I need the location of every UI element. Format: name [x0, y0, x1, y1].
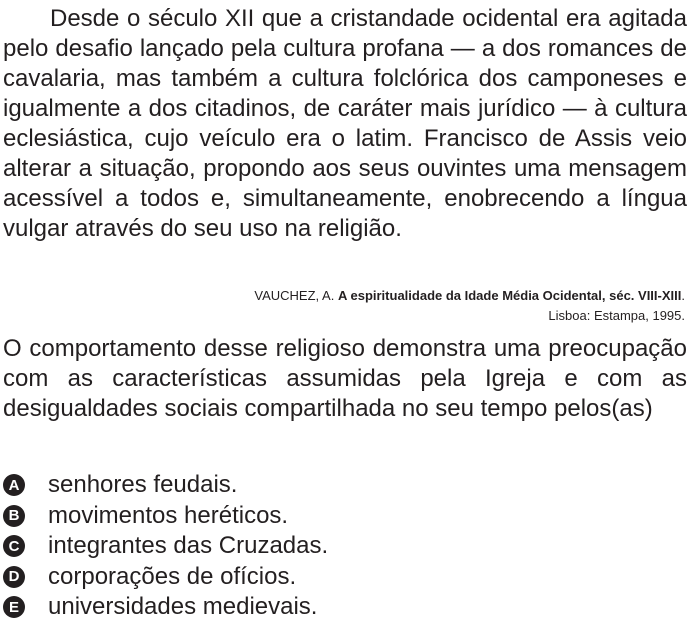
citation-title: A espiritualidade da Idade Média Ocidental, séc. VIII-XIII	[337, 288, 682, 303]
option-b[interactable]	[3, 501, 687, 532]
option-e[interactable]	[3, 592, 687, 623]
option-text: movimentos heréticos.	[48, 501, 289, 529]
option-text: corporações de ofícios.	[48, 562, 297, 590]
option-text: senhores feudais.	[48, 471, 238, 499]
option-d[interactable]	[3, 562, 687, 593]
answer-options	[3, 470, 687, 623]
option-letter-d-icon: D	[3, 566, 25, 588]
option-a[interactable]	[3, 470, 687, 501]
source-passage: Desde o século XII que a cristandade ocidental era agitada pelo desafio lançado pela cultura profana — a dos romances de cavalaria, mas também a cultura folclórica dos camponeses e igualmente a dos citadinos, de caráter mais jurídico — à cultura eclesiástica, cujo veículo era o latim. Francisco de Assis veio alterar a situação, propondo aos seus ouvintes uma mensagem acessível a todos e, simultaneamente, enobrecendo a língua vulgar através do seu uso na religião.	[3, 5, 687, 242]
option-letter-b-icon: B	[3, 505, 25, 527]
citation-author: VAUCHEZ, A.	[254, 288, 335, 303]
option-text: integrantes das Cruzadas.	[48, 532, 329, 560]
option-letter-c-icon: C	[3, 535, 25, 557]
question-stem: O comportamento desse religioso demonstra uma preocupação com as características assumidas pela Igreja e com as desigualdades sociais compartilhada no seu tempo pelos(as)	[3, 335, 687, 422]
option-letter-e-icon: E	[3, 596, 25, 618]
option-letter-a-icon: A	[3, 474, 25, 496]
option-c[interactable]	[3, 531, 687, 562]
citation-publisher: Lisboa: Estampa, 1995.	[548, 308, 685, 323]
citation: VAUCHEZ, A. A espiritualidade da Idade Média Ocidental, séc. VIII-XIII. Lisboa: Estampa, 1995.	[254, 288, 685, 323]
option-text: universidades medievais.	[48, 593, 318, 621]
